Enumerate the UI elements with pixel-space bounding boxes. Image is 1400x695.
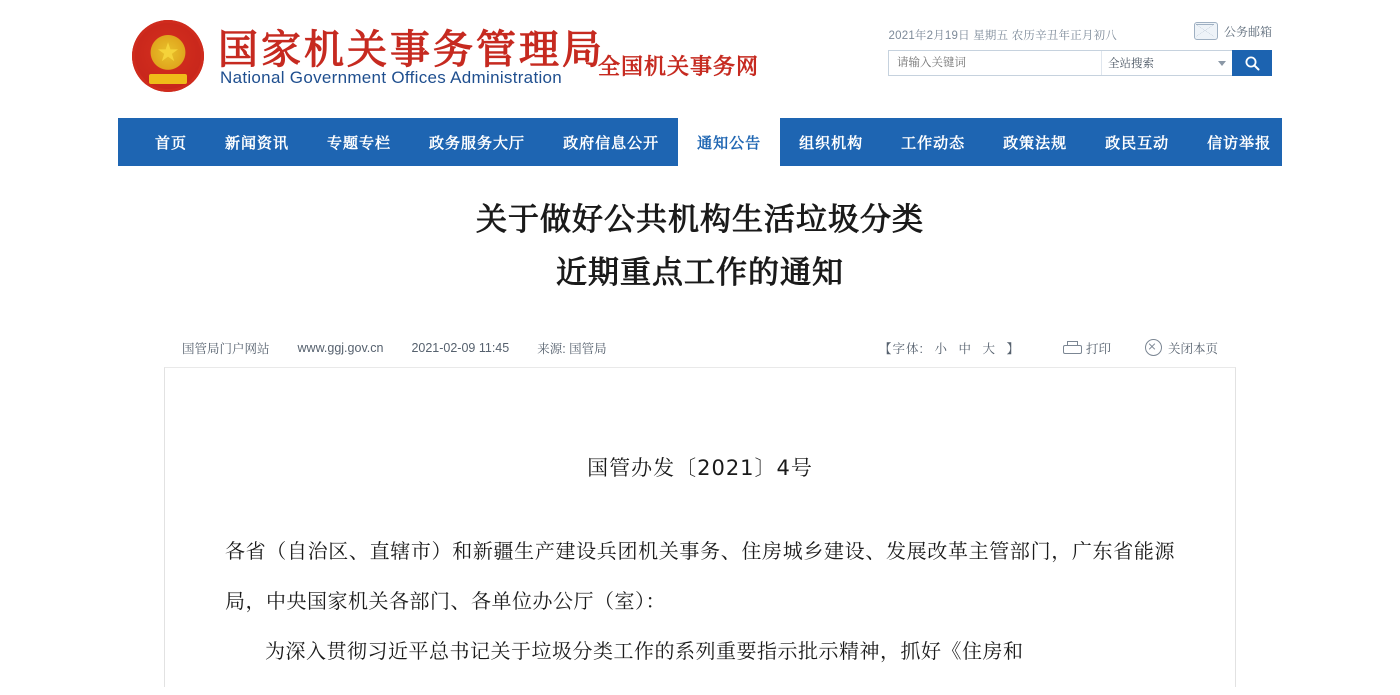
nav-item-1[interactable]: 新闻资讯 [225, 133, 290, 152]
page-title-line1: 关于做好公共机构生活垃圾分类 [476, 202, 924, 238]
close-icon [1145, 339, 1162, 356]
close-label: 关闭本页 [1167, 341, 1218, 356]
print-label: 打印 [1085, 341, 1111, 356]
font-size-small[interactable]: 小 [934, 341, 948, 356]
article-meta [182, 339, 1218, 357]
emblem-gear [149, 74, 187, 84]
page-title [118, 194, 1282, 301]
header-date: 2021年2月19日 星期五 农历辛丑年正月初八 [888, 30, 1117, 42]
meta-source-site: 国管局门户网站 [182, 341, 270, 356]
meta-url[interactable]: www.ggj.gov.cn [297, 340, 384, 355]
font-size-medium[interactable]: 中 [958, 341, 972, 356]
nav-item-8[interactable]: 政策法规 [1003, 133, 1068, 152]
print-button[interactable] [1063, 339, 1111, 357]
close-page-button[interactable] [1145, 339, 1218, 357]
font-size-controls [876, 339, 1023, 357]
chevron-down-icon [1218, 61, 1226, 66]
letterbox-right [1282, 0, 1400, 695]
site-title-en: National Government Offices Administration [220, 68, 563, 87]
printer-icon [1063, 341, 1080, 354]
nav-item-6[interactable]: 组织机构 [799, 133, 864, 152]
font-size-label: 【字体: [878, 341, 924, 356]
site-content [118, 0, 1282, 695]
site-slogan: 全国机关事务网 [598, 55, 760, 80]
font-size-large[interactable]: 大 [982, 341, 996, 356]
mail-label: 公务邮箱 [1223, 24, 1272, 39]
nav-item-9[interactable]: 政民互动 [1105, 133, 1170, 152]
document-paragraph-1: 为深入贯彻习近平总书记关于垃圾分类工作的系列重要指示批示精神，抓好《住房和 [265, 638, 1024, 663]
nav-item-2[interactable]: 专题专栏 [327, 133, 392, 152]
mail-link[interactable] [1194, 22, 1272, 40]
nav-item-5[interactable]: 通知公告 [678, 118, 780, 166]
national-emblem-icon [132, 20, 204, 92]
search-scope-select[interactable] [1101, 51, 1232, 75]
search-icon [1244, 55, 1261, 72]
article [118, 166, 1282, 687]
meta-source: 来源: 国管局 [537, 341, 607, 356]
site-title-cn: 国家机关事务管理局 [218, 27, 605, 73]
envelope-icon [1194, 22, 1218, 40]
page-title-line2: 近期重点工作的通知 [556, 255, 844, 292]
nav-item-3[interactable]: 政务服务大厅 [429, 133, 526, 152]
site-header [118, 0, 1282, 118]
search-box [888, 50, 1272, 76]
document-number: 国管办发〔2021〕4号 [587, 455, 813, 480]
nav-item-7[interactable]: 工作动态 [901, 133, 966, 152]
meta-datetime: 2021-02-09 11:45 [411, 340, 510, 355]
search-input[interactable] [889, 51, 1101, 75]
emblem-star: ★ [156, 36, 180, 67]
nav-item-10[interactable]: 信访举报 [1207, 133, 1272, 152]
main-nav [118, 118, 1282, 166]
document-body [164, 367, 1236, 687]
font-size-label-end: 】 [1006, 341, 1020, 356]
search-scope-label: 全站搜索 [1108, 58, 1154, 70]
search-button[interactable] [1232, 50, 1272, 76]
nav-item-4[interactable]: 政府信息公开 [563, 133, 660, 152]
nav-item-0[interactable]: 首页 [155, 133, 188, 152]
letterbox-left [0, 0, 118, 695]
document-paragraph-0: 各省（自治区、直辖市）和新疆生产建设兵团机关事务、住房城乡建设、发展改革主管部门，广东省能源局，中央国家机关各部门、各单位办公厅（室）： [225, 538, 1175, 613]
